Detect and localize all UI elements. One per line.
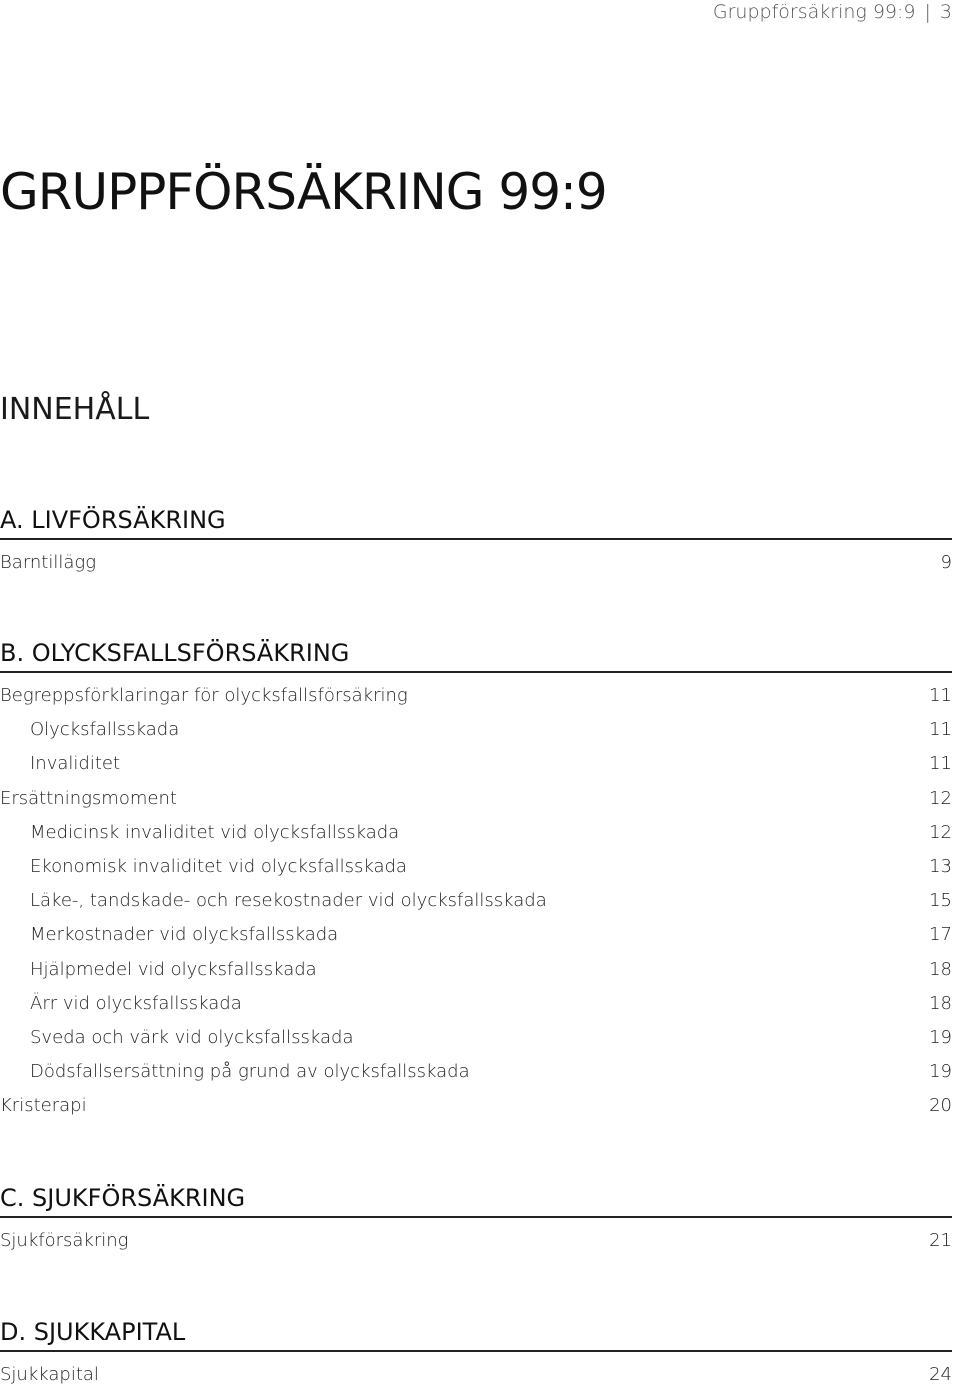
toc-entry[interactable] [0,850,952,884]
toc-entry-label: Sjukkapital [0,1364,99,1385]
toc-entry-label: Kristerapi [0,1095,87,1117]
toc-entry[interactable] [0,918,952,952]
toc-entry-label: Sjukförsäkring [0,1230,129,1251]
toc-entry-page: 18 [929,992,952,1014]
toc-entries-b [0,679,952,1123]
section-title-d: D. SJUKKAPITAL [0,1316,952,1352]
toc-entry-label: Invaliditet [30,753,121,775]
section-title-c: C. SJUKFÖRSÄKRING [0,1182,952,1218]
toc-entry[interactable] [0,1358,952,1392]
toc-entry-label: Merkostnader vid olycksfallsskada [30,924,339,946]
toc-entry-page: 19 [929,1061,952,1083]
toc-entry-label: Begreppsförklaringar för olycksfallsförsäkring [0,685,408,706]
toc-entry-page: 24 [929,1364,952,1385]
toc-entry-label: Olycksfallsskada [30,719,180,741]
toc-entry-label: Medicinsk invaliditet vid olycksfallsskada [30,821,400,843]
running-header [713,0,952,24]
toc-entry[interactable] [0,884,952,918]
header-doc-name: Gruppförsäkring 99:9 [712,1,916,23]
toc-entry[interactable] [0,1021,952,1055]
toc-entry[interactable] [0,679,952,713]
toc-entry-page: 13 [929,855,952,877]
toc-entries-d [0,1358,952,1392]
toc-entry-page: 18 [929,958,952,980]
toc-entry[interactable] [0,782,952,816]
toc-section-c [0,1182,952,1258]
toc-entry-page: 15 [929,890,952,912]
toc-entry-label: Hjälpmedel vid olycksfallsskada [30,958,317,980]
toc-entry[interactable] [0,713,952,747]
document-title: GRUPPFÖRSÄKRING 99:9 [0,163,607,221]
toc-section-b [0,637,952,1123]
toc-entry[interactable] [0,987,952,1021]
toc-entry[interactable] [0,816,952,850]
toc-entry-label: Dödsfallsersättning på grund av olycksfallsskada [30,1061,470,1083]
toc-entry[interactable] [0,546,952,580]
toc-entry-page: 17 [929,924,952,946]
toc-entry-page: 21 [929,1230,952,1251]
toc-entry-page: 12 [929,787,952,809]
toc-entry-label: Barntillägg [0,552,97,573]
toc-entry-label: Ärr vid olycksfallsskada [30,992,242,1014]
toc-entries-a [0,546,952,580]
toc-entry-label: Ekonomisk invaliditet vid olycksfallsskada [30,855,407,877]
toc-entry-page: 11 [929,753,952,775]
toc-entry-page: 11 [929,719,952,741]
toc-entry-page: 19 [929,1026,952,1048]
toc-entry-page: 11 [929,685,952,706]
header-separator: | [924,1,931,23]
section-title-a: A. LIVFÖRSÄKRING [0,504,952,540]
toc-entry[interactable] [0,953,952,987]
toc-entry[interactable] [0,1055,952,1089]
toc-entry[interactable] [0,1224,952,1258]
toc-entry-label: Läke-, tandskade- och resekostnader vid olycksfallsskada [30,890,547,912]
toc-heading: INNEHÅLL [0,392,150,427]
toc-section-a [0,504,952,580]
toc-entry-page: 12 [929,821,952,843]
toc-entry-label: Ersättningsmoment [0,787,177,809]
toc-entry-label: Sveda och värk vid olycksfallsskada [30,1026,354,1048]
header-page-number: 3 [939,1,952,23]
toc-entry-page: 20 [929,1095,952,1117]
toc-section-d [0,1316,952,1392]
toc-entries-c [0,1224,952,1258]
toc-entry[interactable] [0,1089,952,1123]
section-title-b: B. OLYCKSFALLSFÖRSÄKRING [0,637,952,673]
toc-entry-page: 9 [940,552,952,573]
toc-entry[interactable] [0,747,952,781]
